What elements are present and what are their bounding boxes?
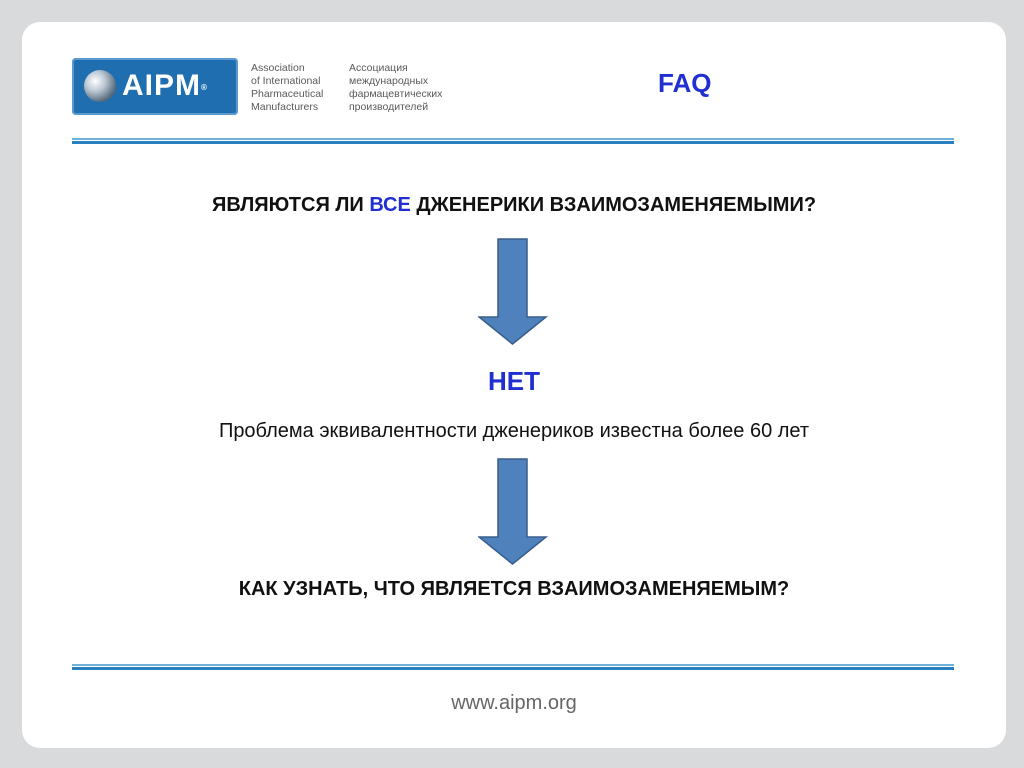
association-russian: Ассоциация международных фармацевтических производителей (349, 62, 443, 113)
slide (22, 22, 1006, 748)
page-title: FAQ (658, 68, 712, 98)
globe-icon (84, 70, 116, 102)
aipm-logo (72, 58, 238, 115)
website-link[interactable]: www.aipm.org (451, 692, 577, 714)
footer-divider (72, 664, 954, 672)
header-divider (72, 138, 954, 146)
question-interchangeable: ЯВЛЯЮТСЯ ЛИ ВСЕ ДЖЕНЕРИКИ ВЗАИМОЗАМЕНЯЕМЫМИ? (211, 194, 817, 216)
answer-no: НЕТ (488, 366, 540, 396)
logo-name: AIPM® (122, 69, 208, 102)
down-arrow-icon (478, 238, 548, 346)
question-how-to-know: КАК УЗНАТЬ, ЧТО ЯВЛЯЕТСЯ ВЗАИМОЗАМЕНЯЕМЫМ? (238, 578, 790, 600)
equivalence-note: Проблема эквивалентности дженериков известна более 60 лет (218, 420, 810, 442)
down-arrow-icon (478, 458, 548, 566)
association-english: Association of International Pharmaceutical Manufacturers (251, 62, 324, 113)
